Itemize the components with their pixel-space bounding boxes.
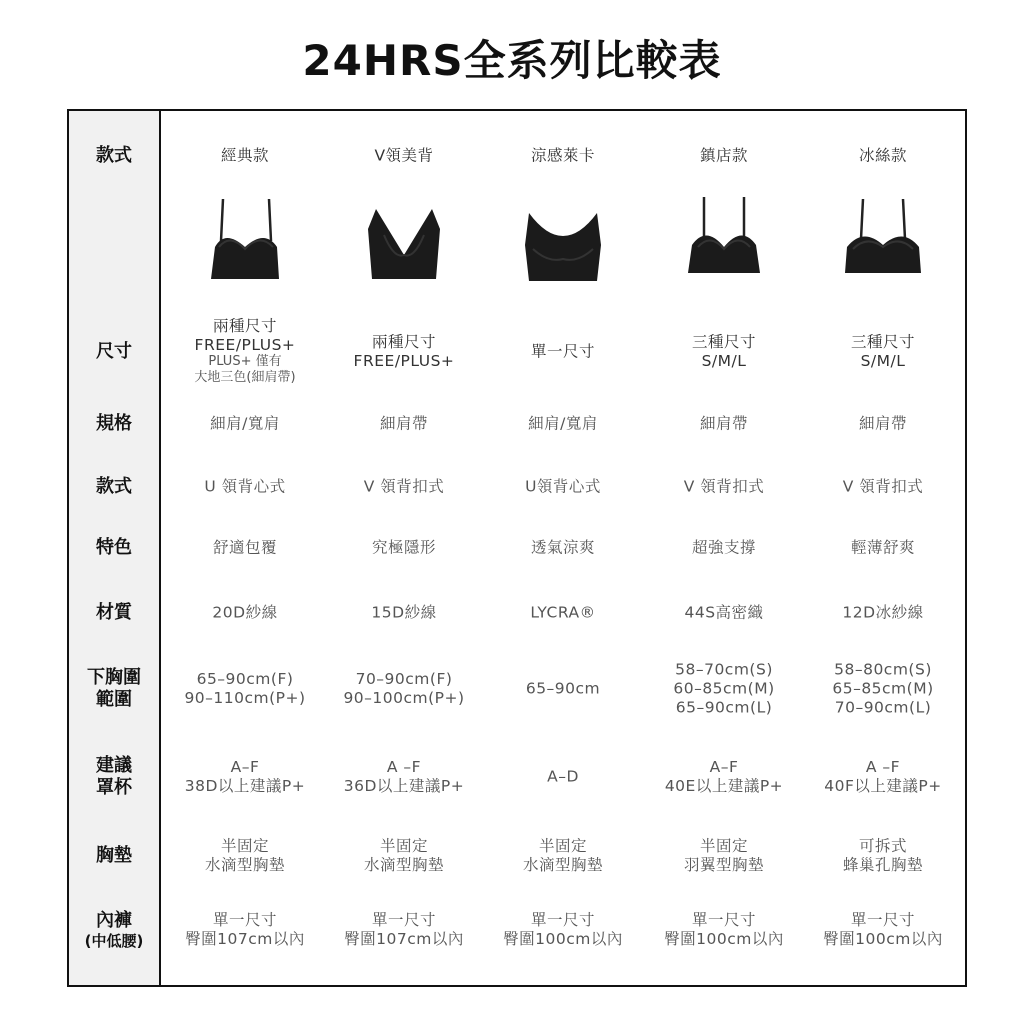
- cup-text: A –F 36D以上建議P+: [343, 758, 465, 795]
- bra-signature-icon: [664, 189, 784, 289]
- panty-text: 單一尺寸 臀圍100cm以內: [664, 911, 784, 948]
- panty-text: 單一尺寸 臀圍100cm以內: [503, 911, 623, 948]
- bra-lycra-icon: [503, 189, 623, 289]
- bra-v-neck-icon: [344, 189, 464, 289]
- size-note: PLUS+ 僅有 大地三色(細肩帶): [194, 354, 296, 385]
- row-label-feature: 特色: [96, 537, 132, 558]
- cup-text: A–F 40E以上建議P+: [664, 758, 784, 795]
- row-label-style-name: 款式: [96, 145, 132, 166]
- panty-text: 單一尺寸 臀圍100cm以內: [823, 911, 943, 948]
- underbust-text: 58–80cm(S) 65–85cm(M) 70–90cm(L): [832, 660, 934, 717]
- feature-text: 舒適包覆: [212, 538, 277, 557]
- feature-text: 透氣涼爽: [530, 538, 595, 557]
- spec-text: 細肩/寬肩: [210, 414, 280, 433]
- panty-text: 單一尺寸 臀圍107cm以內: [344, 911, 464, 948]
- row-label-cup: 建議 罩杯: [96, 755, 132, 798]
- spec-text: 細肩帶: [379, 414, 428, 433]
- underbust-text: 65–90cm(F) 90–110cm(P+): [184, 670, 306, 707]
- spec-text: 細肩帶: [699, 414, 748, 433]
- material-text: LYCRA®: [530, 603, 596, 622]
- row-label-underbust: 下胸圍 範圍: [87, 667, 141, 710]
- style-text: V 領背扣式: [683, 477, 765, 496]
- product-name: 冰絲款: [858, 146, 907, 165]
- cup-text: A –F 40F以上建議P+: [824, 758, 942, 795]
- underbust-text: 70–90cm(F) 90–100cm(P+): [343, 670, 465, 707]
- spec-text: 細肩帶: [858, 414, 907, 433]
- product-name: V領美背: [374, 146, 434, 165]
- underbust-text: 65–90cm: [525, 679, 601, 698]
- comparison-table: [67, 109, 967, 987]
- size-text: 兩種尺寸 FREE/PLUS+: [353, 333, 455, 370]
- pad-text: 半固定 水滴型胸墊: [204, 837, 285, 874]
- spec-text: 細肩/寬肩: [528, 414, 598, 433]
- product-name: 鎮店款: [699, 146, 748, 165]
- product-name: 經典款: [220, 146, 269, 165]
- size-text: 兩種尺寸 FREE/PLUS+: [194, 317, 296, 354]
- page-title: 24HRS全系列比較表: [302, 36, 722, 85]
- style-text: V 領背扣式: [842, 477, 924, 496]
- style-text: U領背心式: [525, 477, 601, 496]
- size-text: 三種尺寸 S/M/L: [691, 333, 756, 370]
- row-label-spec: 規格: [96, 413, 132, 434]
- pad-text: 可拆式 蜂巢孔胸墊: [842, 837, 923, 874]
- panty-text: 單一尺寸 臀圍107cm以內: [185, 911, 305, 948]
- row-label-pad: 胸墊: [96, 845, 132, 866]
- material-text: 44S高密織: [684, 603, 764, 622]
- size-text: 三種尺寸 S/M/L: [850, 333, 915, 370]
- row-label-panty: [69, 888, 159, 972]
- cup-text: A–F 38D以上建議P+: [184, 758, 306, 795]
- feature-text: 超強支撐: [691, 538, 756, 557]
- row-label-size: 尺寸: [96, 341, 132, 362]
- style-text: U 領背心式: [204, 477, 286, 496]
- pad-text: 半固定 水滴型胸墊: [363, 837, 444, 874]
- row-label-panty-sub: (中低腰): [84, 932, 144, 950]
- feature-text: 究極隱形: [371, 538, 436, 557]
- pad-text: 半固定 羽翼型胸墊: [683, 837, 764, 874]
- feature-text: 輕薄舒爽: [850, 538, 915, 557]
- underbust-text: 58–70cm(S) 60–85cm(M) 65–90cm(L): [673, 660, 775, 717]
- bra-classic-icon: [185, 189, 305, 289]
- material-text: 12D冰紗線: [842, 603, 924, 622]
- pad-text: 半固定 水滴型胸墊: [522, 837, 603, 874]
- style-text: V 領背扣式: [363, 477, 445, 496]
- cup-text: A–D: [547, 767, 579, 786]
- product-name: 涼感萊卡: [530, 146, 595, 165]
- row-label-column: [69, 111, 161, 985]
- row-label-material: 材質: [96, 602, 132, 623]
- material-text: 15D紗線: [371, 603, 437, 622]
- size-text: 單一尺寸: [530, 342, 595, 361]
- material-text: 20D紗線: [212, 603, 278, 622]
- row-label-panty-main: 內褲: [96, 910, 132, 931]
- bra-ice-silk-icon: [823, 189, 943, 289]
- row-label-style: 款式: [96, 476, 132, 497]
